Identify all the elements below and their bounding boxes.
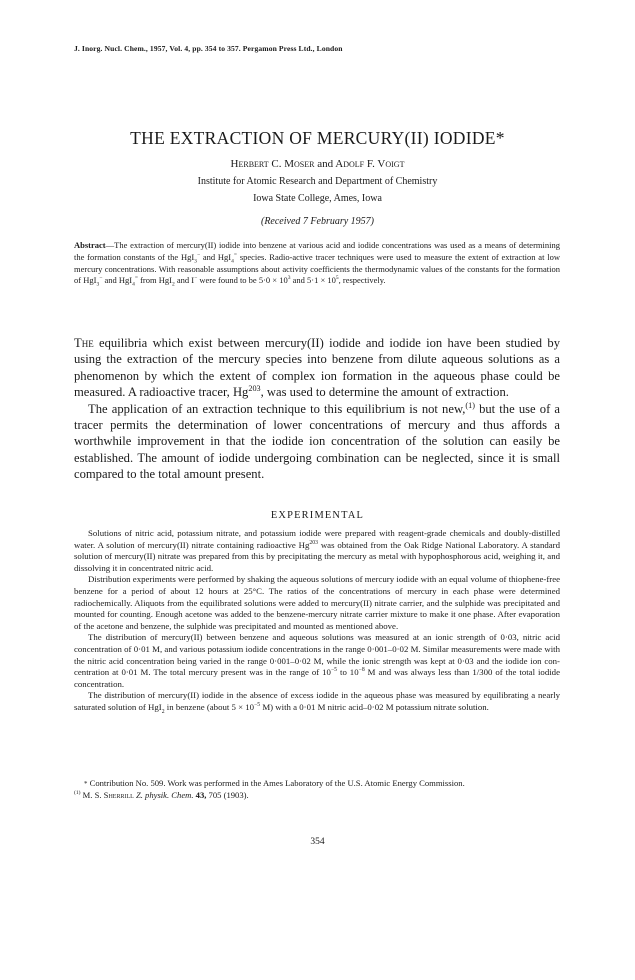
experimental-text: Solutions of nitric acid, potassium nitrate, and potassium iodide were prepared with reagent-grade chemicals and doubly-distilled water. A solution of mercury(II) nitrate containing radioactive Hg [74, 528, 560, 550]
abstract-lead: Abstract [74, 240, 106, 250]
superscript: 203 [248, 384, 261, 394]
superscript: − [99, 275, 103, 282]
author-2-last-initial: V [377, 158, 386, 170]
abstract [74, 240, 560, 287]
author-conjunction: and [314, 158, 336, 170]
footnotes [74, 778, 560, 801]
intro-text: but the use of a tracer permits the determination of lower concentrations of mercury and thus affords a worthwhile improvement in that the iodide ion concentration of the solution can easily be established. The amount of iodide undergoing combination can be neglected, since it is small compared to the total amount present. [74, 401, 560, 482]
subscript: 4 [231, 258, 234, 265]
introduction [74, 335, 560, 483]
intro-text: The application of an extraction technique to this equilibrium is not new, [88, 401, 466, 416]
abstract-text: were found to be 5·0 × 10 [197, 275, 288, 286]
superscript: −5 [330, 667, 338, 674]
footnote-author: herrill [108, 790, 134, 800]
abstract-text: and HgI [200, 251, 232, 262]
intro-text: equilibria which exist between mercury(II) iodide and iodide ion have been studied by using the extraction of the mercury species into benzene from dilute aqueous solutions as a phenomenon by which the extent of complex ion formation in the aqueous phase could be measured. A radioactive tracer, Hg [74, 336, 560, 400]
abstract-text: and I [174, 275, 195, 286]
author-2-middle: F. [364, 158, 378, 170]
abstract-text: and HgI [102, 275, 133, 286]
superscript: −8 [358, 667, 365, 674]
superscript: = [233, 251, 238, 258]
experimental-paragraph-4 [74, 690, 560, 713]
abstract-text: and 5·1 × 10 [290, 275, 336, 286]
subscript: 2 [161, 708, 165, 715]
subscript: 2 [171, 282, 175, 289]
abstract-text: —The extraction of mercury(II) iodide into benzene at various acid and iodide concentrations was used as a means of determining the formation constants of the HgI [74, 240, 560, 262]
superscript: 5 [335, 275, 339, 282]
intro-lead-word: The [74, 336, 94, 350]
footnote-marker: (1) [74, 790, 81, 797]
experimental-text: in benzene (about 5 × 10 [164, 701, 255, 712]
footnote-text: 705 (1903). [206, 790, 249, 800]
superscript: = [134, 275, 138, 282]
experimental-text: The distribution of mercury(II) iodide in the absence of excess iodide in the aqueous phase was measured by equilibrating a nearly saturated solution of HgI [74, 690, 560, 712]
experimental-section [74, 528, 560, 714]
paper-title: THE EXTRACTION OF MERCURY(II) IODIDE* [130, 128, 505, 148]
affiliation-college: Iowa State College, Ames, Iowa [253, 193, 382, 204]
intro-paragraph-2 [74, 401, 560, 483]
subscript: 3 [194, 258, 197, 265]
author-1-last-initial: M [284, 158, 295, 170]
experimental-paragraph-3 [74, 632, 560, 690]
intro-text: , was used to determine the amount of extraction. [260, 385, 509, 400]
abstract-text: species. Radio-active tracer techniques were used to measure the extent of extraction at low mercury concentrations. With reasonable assumptions about activity coefficients the thermodynamic values of the constants for the formation of HgI [74, 251, 560, 286]
footnote-author: M. S. S [80, 790, 109, 800]
page-number: 354 [310, 837, 325, 847]
affiliation-institute: Institute for Atomic Research and Department of Chemistry [197, 176, 438, 187]
footnote-1 [74, 778, 560, 790]
footnote-volume: 43, [193, 790, 207, 800]
subscript: 4 [132, 282, 135, 289]
intro-paragraph-1 [74, 335, 560, 401]
superscript: − [196, 251, 201, 258]
experimental-text: was obtained from the Oak Ridge National Laboratory. A standard solution of mercury(II) nitrate was prepared from this by precipitating the mercury as metal with hypophosphorous acid, weighing it, and dissolving it in concentrated nitric acid. [74, 539, 560, 573]
experimental-text: M) with a 0·01 M nitric acid–0·02 M potassium nitrate solution. [260, 701, 489, 712]
superscript: − [194, 275, 198, 282]
author-line [0, 158, 635, 170]
abstract-text: , respectively. [338, 275, 386, 286]
footnote-marker: * [84, 781, 88, 788]
experimental-text: to 10 [337, 667, 359, 678]
author-1-first-rest: erbert [238, 158, 269, 170]
superscript: 3 [287, 275, 291, 282]
superscript: −5 [254, 701, 261, 708]
footnote-journal: Z. physik. Chem. [135, 790, 194, 800]
superscript: 203 [309, 539, 318, 546]
subscript: 3 [96, 282, 100, 289]
abstract-text: from HgI [137, 275, 172, 286]
experimental-paragraph-1 [74, 528, 560, 574]
author-1-middle: C. [268, 158, 285, 170]
citation-marker: (1) [465, 400, 475, 410]
received-date: (Received 7 February 1957) [260, 216, 374, 227]
author-2-last-rest: oigt [385, 158, 405, 170]
author-1-last-rest: oser [294, 158, 315, 170]
footnote-text: Contribution No. 509. Work was performed in the Ames Laboratory of the U.S. Atomic Energy Commission. [87, 778, 465, 788]
author-1-initial: H [230, 158, 239, 170]
footnote-2 [74, 790, 560, 801]
experimental-text: The distribution of mercury(II) between benzene and aqueous solutions was measured at an ionic strength of 0·03, nitric acid concentration of 0·01 M, and various potassium iodide concentrations in the range 0·001–0·02 M. Similar measurements were made with the nitric acid concentration being varied in the range 0·001–0·02 M, while the ionic strength was kept at 0·03 and the iodide ion con-centration at 0·01 M. The total mercury present was in the range of 10 [74, 632, 560, 678]
author-2-initial: A [335, 158, 344, 170]
author-2-first-rest: dolf [343, 158, 365, 170]
experimental-paragraph-2: Distribution experiments were performed by shaking the aqueous solutions of mercury iodide with an equal volume of thiophene-free benzene for a period of about 12 hours at 25°C. The ratios of the concentrations of mercury in each phase were determined radiochemically. Aliquots from the equilibrated solutions were added to mercury(II) nitrate carrier, and the sulphide was precipitated and mounted for counting. Enough acetone was added to the benzene-mercury nitrate carrier mixture to make it one phase. After evaporation of the acetone and benzene, the sulphide was precipitated and mounted as mentioned above. [74, 574, 560, 631]
section-heading-experimental: EXPERIMENTAL [270, 510, 365, 521]
journal-reference: J. Inorg. Nucl. Chem., 1957, Vol. 4, pp. 354 to 357. Pergamon Press Ltd., London [74, 44, 343, 53]
experimental-text: M and was always less than 1/300 of the total iodide concentration. [74, 667, 560, 689]
